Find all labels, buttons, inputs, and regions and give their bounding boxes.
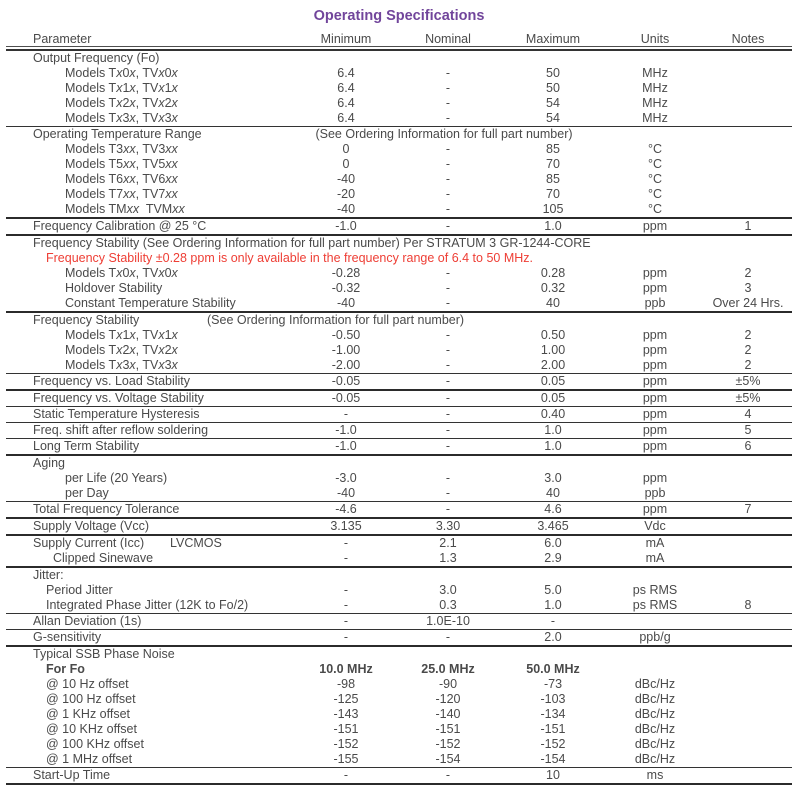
maximum-value: 10 xyxy=(546,768,560,782)
parameter-label: Static Temperature Hysteresis xyxy=(33,407,200,421)
table-header-row xyxy=(6,30,792,47)
units-value: dBc/Hz xyxy=(634,737,676,751)
maximum-value: 2.00 xyxy=(540,358,566,372)
parameter-label: Models T5xx, TV5xx xyxy=(65,157,178,171)
spec-row xyxy=(6,583,792,598)
maximum-value: 2.9 xyxy=(544,551,562,565)
units-value: dBc/Hz xyxy=(634,707,676,721)
units-value: ppm xyxy=(642,423,668,437)
nominal-value: - xyxy=(445,502,451,516)
maximum-value: 5.0 xyxy=(544,583,562,597)
units-value: ppm xyxy=(642,374,668,388)
minimum-value: -1.00 xyxy=(331,343,361,357)
parameter-label: Models T3xx, TV3xx xyxy=(65,142,178,156)
spec-row xyxy=(6,66,792,81)
parameter-label: @ 10 Hz offset xyxy=(46,677,129,691)
nominal-value: - xyxy=(445,111,451,125)
maximum-value: 40 xyxy=(546,296,560,310)
minimum-value: -1.0 xyxy=(335,439,357,453)
specifications-table xyxy=(6,30,792,785)
nominal-value: - xyxy=(445,172,451,186)
spec-row xyxy=(6,127,792,142)
units-value: MHz xyxy=(642,66,668,80)
parameter-label: Typical SSB Phase Noise xyxy=(33,647,175,661)
spec-row xyxy=(6,423,792,439)
units-value: ppm xyxy=(642,471,668,485)
parameter-label: Frequency Stability xyxy=(33,313,140,327)
minimum-value: -4.6 xyxy=(335,502,357,516)
units-value: dBc/Hz xyxy=(634,677,676,691)
spec-row xyxy=(6,328,792,343)
units-value: °C xyxy=(647,142,663,156)
spec-row xyxy=(6,407,792,423)
parameter-label: Constant Temperature Stability xyxy=(65,296,236,310)
nominal-value: - xyxy=(445,374,451,388)
units-value: mA xyxy=(645,536,665,550)
parameter-label: Supply Current (Icc) xyxy=(33,536,145,550)
units-value: ppm xyxy=(642,281,668,295)
nominal-value: - xyxy=(445,391,451,405)
column-header-maximum: Maximum xyxy=(525,32,581,46)
spec-row xyxy=(6,358,792,374)
spec-row xyxy=(6,219,792,236)
minimum-value: -40 xyxy=(336,486,356,500)
maximum-value: 85 xyxy=(546,172,560,186)
parameter-label: Models Tx3x, TVx3x xyxy=(65,358,178,372)
maximum-value: 50 xyxy=(546,66,560,80)
spec-row xyxy=(6,630,792,647)
units-value: dBc/Hz xyxy=(634,752,676,766)
maximum-value: 1.0 xyxy=(544,219,562,233)
maximum-value: 50.0 MHz xyxy=(526,662,580,676)
nominal-value: - xyxy=(445,407,451,421)
spec-row xyxy=(6,343,792,358)
spec-row xyxy=(6,96,792,111)
maximum-value: 1.0 xyxy=(544,423,562,437)
ordering-info-note: (See Ordering Information for full part number) xyxy=(207,313,465,327)
parameter-label: @ 100 Hz offset xyxy=(46,692,136,706)
parameter-label: Models Tx2x, TVx2x xyxy=(65,96,178,110)
nominal-value: -140 xyxy=(435,707,461,721)
minimum-value: -151 xyxy=(333,722,359,736)
units-value: °C xyxy=(647,202,663,216)
minimum-value: - xyxy=(343,630,349,644)
spec-row xyxy=(6,677,792,692)
minimum-value: -2.00 xyxy=(331,358,361,372)
parameter-label: @ 10 KHz offset xyxy=(46,722,137,736)
nominal-value: - xyxy=(445,187,451,201)
maximum-value: -154 xyxy=(540,752,566,766)
nominal-value: - xyxy=(445,142,451,156)
parameter-label: Models Tx1x, TVx1x xyxy=(65,81,178,95)
maximum-value: 4.6 xyxy=(544,502,562,516)
parameter-label: Period Jitter xyxy=(46,583,113,597)
minimum-value: - xyxy=(343,614,349,628)
minimum-value: -0.32 xyxy=(331,281,361,295)
minimum-value: - xyxy=(343,598,349,612)
notes-value: 5 xyxy=(744,423,752,437)
maximum-value: 105 xyxy=(542,202,564,216)
units-value: °C xyxy=(647,172,663,186)
nominal-value: - xyxy=(445,630,451,644)
units-value: ps RMS xyxy=(632,598,678,612)
nominal-value: - xyxy=(445,358,451,372)
spec-row xyxy=(6,568,792,583)
maximum-value: 3.465 xyxy=(537,519,569,533)
nominal-value: -120 xyxy=(435,692,461,706)
parameter-label: Models TMxx TVMxx xyxy=(65,202,185,216)
parameter-sub-label: LVCMOS xyxy=(170,536,222,550)
units-value: Vdc xyxy=(644,519,666,533)
nominal-value: - xyxy=(445,486,451,500)
nominal-value: 0.3 xyxy=(439,598,457,612)
nominal-value: -152 xyxy=(435,737,461,751)
ordering-info-note: (See Ordering Information for full part number) xyxy=(315,127,573,141)
notes-value: ±5% xyxy=(735,374,761,388)
parameter-label: Integrated Phase Jitter (12K to Fo/2) xyxy=(46,598,249,612)
spec-row xyxy=(6,281,792,296)
nominal-value: - xyxy=(445,157,451,171)
minimum-value: -40 xyxy=(336,202,356,216)
spec-row xyxy=(6,157,792,172)
spec-row xyxy=(6,81,792,96)
column-header-notes: Notes xyxy=(731,32,765,46)
table-body xyxy=(6,51,792,785)
units-value: °C xyxy=(647,187,663,201)
spec-row xyxy=(6,202,792,219)
minimum-value: -0.05 xyxy=(331,391,361,405)
units-value: ppm xyxy=(642,328,668,342)
nominal-value: - xyxy=(445,66,451,80)
spec-row xyxy=(6,737,792,752)
parameter-label: Operating Temperature Range xyxy=(33,127,202,141)
nominal-value: - xyxy=(445,328,451,342)
spec-row xyxy=(6,313,792,328)
parameter-label: Models Tx0x, TVx0x xyxy=(65,66,178,80)
parameter-label: Output Frequency (Fo) xyxy=(33,51,160,65)
units-value: ppm xyxy=(642,391,668,405)
maximum-value: 3.0 xyxy=(544,471,562,485)
spec-row xyxy=(6,519,792,536)
parameter-label: Aging xyxy=(33,456,65,470)
spec-row xyxy=(6,374,792,391)
spec-row xyxy=(6,598,792,614)
units-value: ps RMS xyxy=(632,583,678,597)
nominal-value: 1.3 xyxy=(439,551,457,565)
parameter-label: Models Tx1x, TVx1x xyxy=(65,328,178,342)
parameter-label: Allan Deviation (1s) xyxy=(33,614,142,628)
notes-value: 7 xyxy=(744,502,752,516)
units-value: ppb/g xyxy=(639,630,671,644)
maximum-value: 0.05 xyxy=(540,374,566,388)
spec-row xyxy=(6,51,792,66)
nominal-value: -151 xyxy=(435,722,461,736)
column-header-parameter: Parameter xyxy=(33,32,92,46)
notes-value: ±5% xyxy=(735,391,761,405)
parameter-label: Freq. shift after reflow soldering xyxy=(33,423,209,437)
minimum-value: 6.4 xyxy=(337,66,355,80)
parameter-label: Models Tx3x, TVx3x xyxy=(65,111,178,125)
units-value: °C xyxy=(647,157,663,171)
parameter-label: Models T6xx, TV6xx xyxy=(65,172,178,186)
minimum-value: -155 xyxy=(333,752,359,766)
spec-row xyxy=(6,471,792,486)
nominal-value: - xyxy=(445,266,451,280)
minimum-value: 3.135 xyxy=(330,519,362,533)
parameter-label: For Fo xyxy=(46,662,85,676)
units-value: ppm xyxy=(642,358,668,372)
parameter-label: Frequency vs. Load Stability xyxy=(33,374,191,388)
minimum-value: -0.50 xyxy=(331,328,361,342)
notes-value: 4 xyxy=(744,407,752,421)
notes-value: Over 24 Hrs. xyxy=(712,296,784,310)
parameter-label: @ 1 KHz offset xyxy=(46,707,131,721)
minimum-value: -1.0 xyxy=(335,219,357,233)
maximum-value: -134 xyxy=(540,707,566,721)
nominal-value: 3.0 xyxy=(439,583,457,597)
units-value: dBc/Hz xyxy=(634,692,676,706)
parameter-label: G-sensitivity xyxy=(33,630,102,644)
spec-row xyxy=(6,692,792,707)
parameter-label: Long Term Stability xyxy=(33,439,140,453)
nominal-value: - xyxy=(445,423,451,437)
spec-row xyxy=(6,456,792,471)
minimum-value: -20 xyxy=(336,187,356,201)
minimum-value: 0 xyxy=(342,157,350,171)
maximum-value: 1.0 xyxy=(544,598,562,612)
minimum-value: - xyxy=(343,407,349,421)
spec-row xyxy=(6,614,792,630)
maximum-value: 2.0 xyxy=(544,630,562,644)
minimum-value: - xyxy=(343,536,349,550)
spec-row xyxy=(6,296,792,313)
nominal-value: - xyxy=(445,81,451,95)
units-value: MHz xyxy=(642,81,668,95)
parameter-label: Models Tx2x, TVx2x xyxy=(65,343,178,357)
minimum-value: - xyxy=(343,583,349,597)
units-value: mA xyxy=(645,551,665,565)
nominal-value: - xyxy=(445,296,451,310)
nominal-value: - xyxy=(445,96,451,110)
parameter-label: Frequency Calibration @ 25 °C xyxy=(33,219,207,233)
nominal-value: - xyxy=(445,768,451,782)
column-header-minimum: Minimum xyxy=(320,32,372,46)
minimum-value: 6.4 xyxy=(337,96,355,110)
nominal-value: 3.30 xyxy=(435,519,461,533)
maximum-value: 1.00 xyxy=(540,343,566,357)
notes-value: 8 xyxy=(744,598,752,612)
units-value: ppb xyxy=(644,486,666,500)
nominal-value: - xyxy=(445,281,451,295)
parameter-label: Frequency Stability (See Ordering Information for full part number) Per STRATUM 3 GR-1244-CORE xyxy=(33,236,591,250)
minimum-value: -0.28 xyxy=(331,266,361,280)
parameter-label: per Life (20 Years) xyxy=(65,471,168,485)
maximum-value: -103 xyxy=(540,692,566,706)
units-value: ms xyxy=(646,768,664,782)
spec-row xyxy=(6,142,792,157)
maximum-value: 54 xyxy=(546,111,560,125)
spec-row xyxy=(6,266,792,281)
nominal-value: 25.0 MHz xyxy=(421,662,475,676)
units-value: MHz xyxy=(642,96,668,110)
nominal-value: 1.0E-10 xyxy=(426,614,470,628)
parameter-label: @ 100 KHz offset xyxy=(46,737,144,751)
minimum-value: -1.0 xyxy=(335,423,357,437)
units-value: ppb xyxy=(644,296,666,310)
parameter-label: Holdover Stability xyxy=(65,281,163,295)
maximum-value: 0.05 xyxy=(540,391,566,405)
parameter-label: Jitter: xyxy=(33,568,64,582)
nominal-value: - xyxy=(445,471,451,485)
nominal-value: -154 xyxy=(435,752,461,766)
parameter-label: @ 1 MHz offset xyxy=(46,752,133,766)
parameter-label: Models T7xx, TV7xx xyxy=(65,187,178,201)
minimum-value: -3.0 xyxy=(335,471,357,485)
minimum-value: -143 xyxy=(333,707,359,721)
parameter-label: Start-Up Time xyxy=(33,768,111,782)
minimum-value: - xyxy=(343,768,349,782)
spec-row xyxy=(6,172,792,187)
units-value: dBc/Hz xyxy=(634,722,676,736)
maximum-value: 85 xyxy=(546,142,560,156)
nominal-value: - xyxy=(445,202,451,216)
notes-value: 6 xyxy=(744,439,752,453)
nominal-value: - xyxy=(445,439,451,453)
maximum-value: 40 xyxy=(546,486,560,500)
parameter-label: Total Frequency Tolerance xyxy=(33,502,180,516)
maximum-value: 70 xyxy=(546,187,560,201)
maximum-value: - xyxy=(550,614,556,628)
parameter-label: per Day xyxy=(65,486,109,500)
notes-value: 3 xyxy=(744,281,752,295)
parameter-label: Frequency vs. Voltage Stability xyxy=(33,391,204,405)
spec-row xyxy=(6,251,792,266)
units-value: MHz xyxy=(642,111,668,125)
minimum-value: 6.4 xyxy=(337,111,355,125)
notes-value: 2 xyxy=(744,358,752,372)
nominal-value: 2.1 xyxy=(439,536,457,550)
minimum-value: -0.05 xyxy=(331,374,361,388)
spec-row xyxy=(6,768,792,785)
minimum-value: - xyxy=(343,551,349,565)
notes-value: 2 xyxy=(744,328,752,342)
minimum-value: -98 xyxy=(336,677,356,691)
spec-row xyxy=(6,707,792,722)
minimum-value: -125 xyxy=(333,692,359,706)
parameter-label: Models Tx0x, TVx0x xyxy=(65,266,178,280)
maximum-value: -151 xyxy=(540,722,566,736)
maximum-value: -152 xyxy=(540,737,566,751)
maximum-value: 1.0 xyxy=(544,439,562,453)
spec-row xyxy=(6,722,792,737)
maximum-value: 54 xyxy=(546,96,560,110)
maximum-value: 6.0 xyxy=(544,536,562,550)
notes-value: 1 xyxy=(744,219,752,233)
maximum-value: 0.32 xyxy=(540,281,566,295)
parameter-label: Frequency Stability ±0.28 ppm is only available in the frequency range of 6.4 to 50 MHz. xyxy=(46,251,533,265)
parameter-label: Supply Voltage (Vcc) xyxy=(33,519,150,533)
spec-row xyxy=(6,647,792,662)
spec-row xyxy=(6,439,792,456)
maximum-value: -73 xyxy=(543,677,563,691)
spec-row xyxy=(6,502,792,519)
spec-row xyxy=(6,391,792,407)
parameter-label: Clipped Sinewave xyxy=(53,551,154,565)
maximum-value: 0.28 xyxy=(540,266,566,280)
spec-row xyxy=(6,486,792,502)
spec-row xyxy=(6,551,792,568)
units-value: ppm xyxy=(642,219,668,233)
units-value: ppm xyxy=(642,502,668,516)
nominal-value: - xyxy=(445,219,451,233)
minimum-value: 6.4 xyxy=(337,81,355,95)
units-value: ppm xyxy=(642,266,668,280)
column-header-units: Units xyxy=(640,32,670,46)
units-value: ppm xyxy=(642,439,668,453)
column-header-nominal: Nominal xyxy=(425,32,471,46)
maximum-value: 0.40 xyxy=(540,407,566,421)
nominal-value: - xyxy=(445,343,451,357)
units-value: ppm xyxy=(642,343,668,357)
minimum-value: -40 xyxy=(336,296,356,310)
minimum-value: 10.0 MHz xyxy=(319,662,373,676)
notes-value: 2 xyxy=(744,343,752,357)
spec-row xyxy=(6,236,792,251)
minimum-value: -152 xyxy=(333,737,359,751)
notes-value: 2 xyxy=(744,266,752,280)
maximum-value: 70 xyxy=(546,157,560,171)
spec-row xyxy=(6,752,792,768)
maximum-value: 50 xyxy=(546,81,560,95)
minimum-value: 0 xyxy=(342,142,350,156)
maximum-value: 0.50 xyxy=(540,328,566,342)
spec-row xyxy=(6,187,792,202)
spec-row xyxy=(6,662,792,677)
nominal-value: -90 xyxy=(438,677,458,691)
spec-row xyxy=(6,111,792,127)
page-title: Operating Specifications xyxy=(313,8,485,24)
units-value: ppm xyxy=(642,407,668,421)
minimum-value: -40 xyxy=(336,172,356,186)
spec-row xyxy=(6,536,792,551)
